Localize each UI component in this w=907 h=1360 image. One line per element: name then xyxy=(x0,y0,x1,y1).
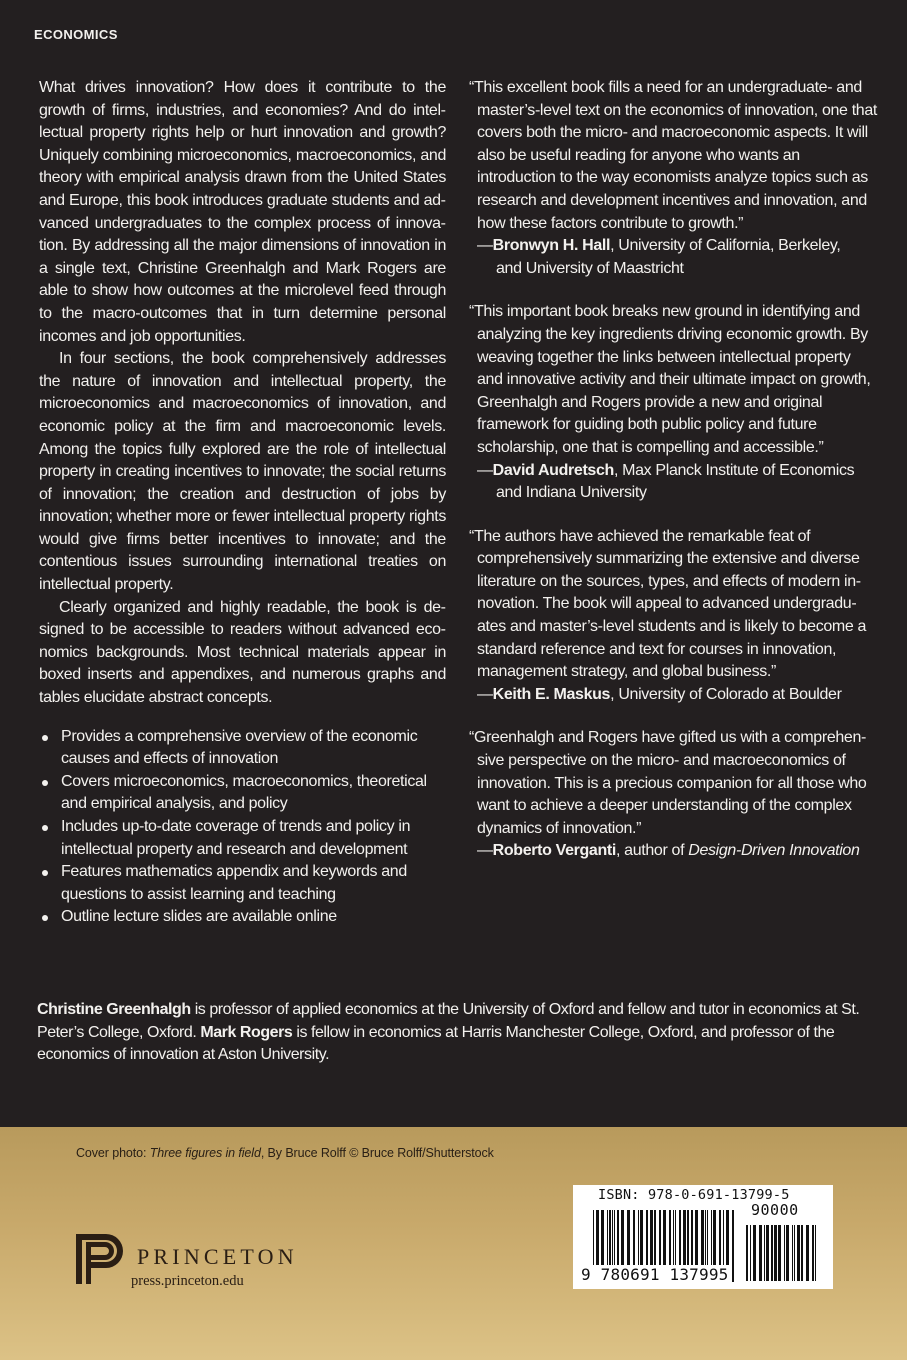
endorser-name: David Audretsch xyxy=(492,461,614,479)
description-paragraph: What drives innovation? How does it contribute to the growth of firms, industries, and economies? And do intellectual property rights help or hurt innovation and growth? Uniquely combining microeconomics, macroeconomics, and theory with empirical analysis drawn from the United States and Europe, this book introduces graduate students and advanced undergraduates to the complex process of innovation. By addressing all the major dimensions of innovation in a single text, Christine Greenhalgh and Mark Rogers are able to show how outcomes at the microlevel feed through to the macro-outcomes that in turn determine personal incomes and job opportunities. xyxy=(39,79,446,345)
barcode-bar xyxy=(764,1225,765,1281)
endorsement xyxy=(469,77,877,280)
endorsement-quote: “This excellent book fills a need for an undergraduate- and master’s-level text on the economics of innovation, one that covers both the micro- and macroeconomic aspects. It will also be useful reading for anyone who wants an introduction to the way economists analyze topics such as research and development incentives and innovation, and how these factors contribute to growth.” xyxy=(469,79,877,232)
bullet-icon xyxy=(42,780,48,786)
publisher-name: PRINCETON xyxy=(137,1244,298,1269)
barcode-bar xyxy=(815,1225,816,1281)
endorsement-quote: “This important book breaks new ground in identifying and analyzing the key ingredients driving economic growth. By weaving together the links between intellectual property and innovative activity and their ultimate impact on growth, Greenhalgh and Rogers provide a new and original framework for guiding both public policy and future scholarship, one that is compelling and accessible.” xyxy=(469,303,871,456)
author-bio-text: is fellow in economics at Harris Manchester College, Oxford, and professor of the economics of innovation at Aston University. xyxy=(37,1023,835,1064)
barcode-bar xyxy=(784,1225,785,1281)
description-paragraph: In four sections, the book comprehensively addresses the nature of innovation and intellectual property, the microeconomics and macroeconomics of innovation, and economic policy at the firm and macroeconomic levels. Among the topics fully explored are the role of intellectual property in creating incentives to innovate; the social returns of innovation; the creation and destruction of jobs by innovation; whether more or fewer intellectual property rights would give firms better incentives to innovate; and the contentious issues surrounding international treaties on intellectual property. xyxy=(39,350,446,594)
endorser-name: Bronwyn H. Hall xyxy=(492,237,611,255)
endorsement-attribution: —Keith E. Maskus, University of Colorado at Boulder xyxy=(477,685,842,703)
endorser-affiliation: , author of xyxy=(615,842,689,860)
book-description xyxy=(39,77,446,929)
author-bio-text: is professor of applied economics at the University of Oxford and fellow and tutor in economics at St. Peter’s College, Oxford. xyxy=(37,1001,860,1041)
endorsement-quote: “The authors have achieved the remarkable feat of comprehensively summarizing the extensive and diverse literature on the sources, types, and effects of modern innovation. The book will appeal to advanced undergraduates and master’s-level students and is likely to become a standard reference and text for courses in innovation, management strategy, and global business.” xyxy=(469,527,867,681)
endorsement-attribution: —David Audretsch, Max Planck Institute of Economics and Indiana University xyxy=(477,460,877,505)
endorsement xyxy=(469,301,877,504)
barcode-bar xyxy=(801,1225,803,1281)
author-name: Christine Greenhalgh xyxy=(37,1001,191,1018)
feature-list-item xyxy=(39,816,446,861)
barcode-bar xyxy=(759,1225,762,1281)
feature-text: Provides a comprehensive overview of the economic causes and effects of innovation xyxy=(61,727,418,768)
endorser-affiliation: , University of Colorado at Boulder xyxy=(610,685,842,703)
price-code: 90000 xyxy=(751,1201,799,1219)
barcode-bar xyxy=(778,1225,781,1281)
endorsement-attribution: —Bronwyn H. Hall, University of California, Berkeley, and University of Maastricht xyxy=(477,235,877,280)
endorser-affiliation-line2: and University of Maastricht xyxy=(496,259,684,277)
endorser-affiliation: , University of California, Berkeley, xyxy=(610,237,841,255)
barcode-bar xyxy=(746,1225,748,1281)
ean-digits: 9 780691 137995 xyxy=(581,1265,729,1284)
author-bio xyxy=(37,999,877,1067)
footer-band xyxy=(0,1127,907,1360)
barcode-bar xyxy=(812,1225,814,1281)
feature-list-item xyxy=(39,861,446,906)
endorser-name: Keith E. Maskus xyxy=(492,685,611,703)
feature-list-item xyxy=(39,771,446,816)
endorsement xyxy=(469,727,877,863)
barcode-bar xyxy=(806,1225,809,1281)
endorser-affiliation: , Max Planck Institute of Economics xyxy=(613,461,855,479)
barcode-bar xyxy=(750,1225,751,1281)
feature-text: Outline lecture slides are available online xyxy=(61,908,337,926)
feature-list-item xyxy=(39,906,446,929)
feature-text: Covers microeconomics, macroeconomics, theoretical and empirical analysis, and policy xyxy=(61,772,427,813)
barcode-bars-addon xyxy=(746,1225,820,1281)
description-paragraph: Clearly organized and highly readable, the book is designed to be accessible to readers without advanced economics backgrounds. Most technical materials appear in boxed inserts and appendixes, and numerous graphs and tables elucidate abstract concepts. xyxy=(39,598,446,707)
endorser-book-title: Design-Driven Innovation xyxy=(688,842,860,860)
bullet-icon xyxy=(42,870,48,876)
bullet-icon xyxy=(42,825,48,831)
barcode-bar xyxy=(792,1225,793,1281)
feature-list xyxy=(39,726,446,929)
credit-photo-title: Three figures in field xyxy=(149,1146,261,1160)
barcode-bar xyxy=(786,1225,789,1281)
bullet-icon xyxy=(42,915,48,921)
author-name: Mark Rogers xyxy=(200,1023,293,1041)
endorsements xyxy=(469,77,877,884)
cover-photo-credit xyxy=(76,1146,494,1160)
princeton-logo-icon xyxy=(76,1234,128,1284)
endorsement-attribution: —Roberto Verganti, author of Design-Driven Innovation xyxy=(477,842,860,860)
barcode-bar xyxy=(766,1225,769,1281)
endorsement-quote: “Greenhalgh and Rogers have gifted us with a comprehensive perspective on the micro- and macroeconomics of innovation. This is a precious companion for all those who want to achieve a deeper understanding of the complex dynamics of innovation.” xyxy=(469,729,867,837)
barcode-bar xyxy=(732,1210,734,1282)
feature-text: Includes up-to-date coverage of trends and policy in intellectual property and research and development xyxy=(61,818,411,858)
feature-text: Features mathematics appendix and keywords and questions to assist learning and teaching xyxy=(61,863,407,903)
feature-list-item xyxy=(39,726,446,771)
endorser-affiliation-line2: and Indiana University xyxy=(496,484,647,502)
endorser-name: Roberto Verganti xyxy=(492,842,616,860)
publisher-url: press.princeton.edu xyxy=(131,1273,244,1289)
endorsement xyxy=(469,526,877,707)
category-label: ECONOMICS xyxy=(34,27,118,42)
barcode-bar xyxy=(771,1225,773,1281)
credit-prefix: Cover photo: xyxy=(76,1146,150,1160)
barcode-bar xyxy=(794,1225,795,1281)
barcode-bar xyxy=(774,1225,777,1281)
isbn-label: ISBN: 978-0-691-13799-5 xyxy=(598,1187,790,1203)
barcode-bar xyxy=(797,1225,800,1281)
barcode-bar xyxy=(753,1225,756,1281)
isbn-barcode xyxy=(573,1185,833,1289)
credit-suffix: , By Bruce Rolff © Bruce Rolff/Shutterstock xyxy=(260,1146,494,1160)
bullet-icon xyxy=(42,735,48,741)
